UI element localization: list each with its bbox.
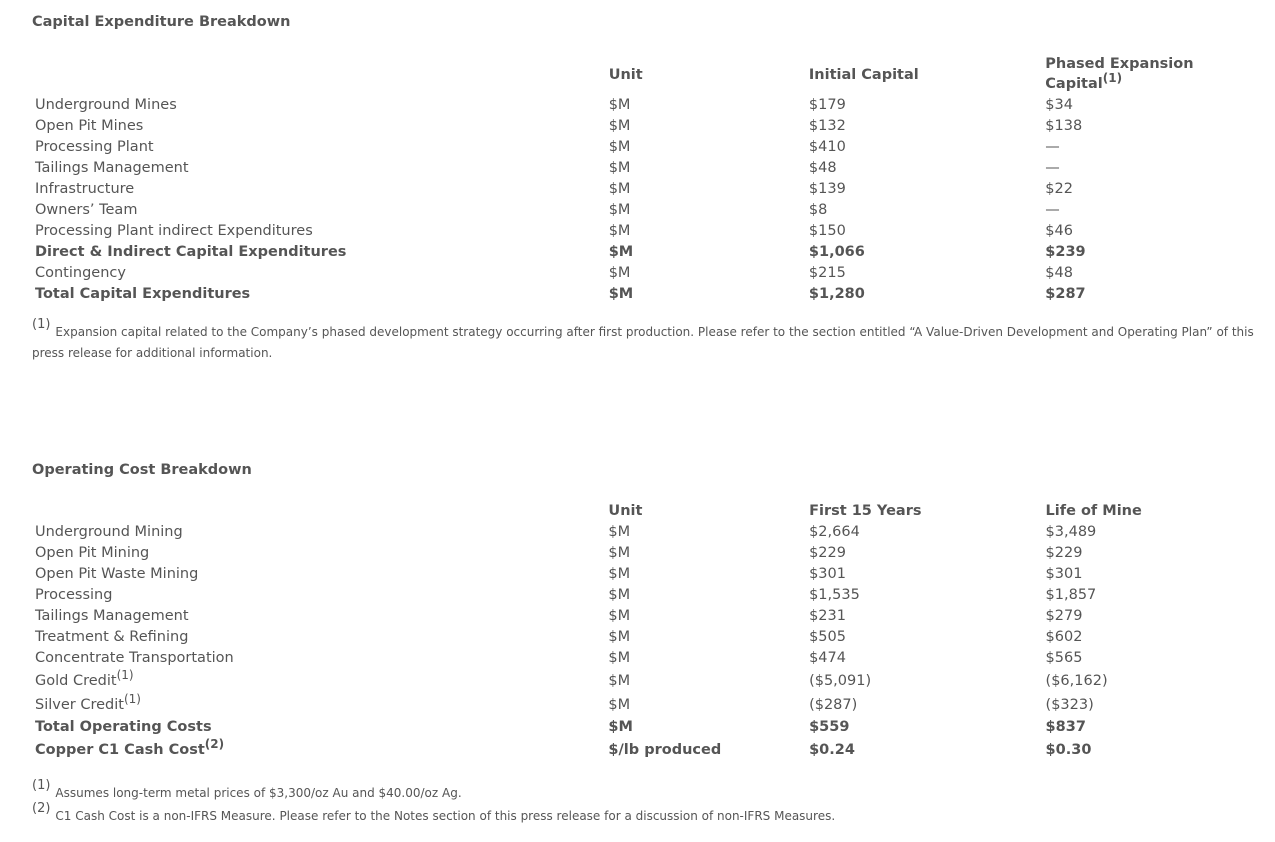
capex-row-initial: $8 — [808, 202, 828, 218]
opex-row-unit: $M — [608, 673, 631, 689]
capex-row-label: Owners’ Team — [35, 202, 138, 218]
capex-row-unit: $M — [608, 286, 634, 302]
capex-row-initial: $410 — [808, 139, 846, 155]
capex-row-expansion: $239 — [1045, 244, 1086, 260]
capex-row-unit: $M — [608, 223, 631, 239]
capex-row — [32, 263, 1275, 284]
opex-row-first15: $2,664 — [809, 524, 860, 540]
opex-row-lom: $0.30 — [1045, 742, 1092, 758]
capex-row — [32, 284, 1275, 305]
opex-row-first15: ($5,091) — [809, 673, 872, 689]
capex-header-label — [32, 54, 606, 95]
opex-row-unit: $M — [608, 650, 631, 666]
opex-row-label: Treatment & Refining — [35, 629, 189, 645]
footnote-mark: (1) — [116, 668, 134, 682]
opex-row — [32, 648, 1275, 669]
capex-row — [32, 137, 1275, 158]
capex-row-label: Processing Plant — [35, 139, 154, 155]
opex-row-first15: ($287) — [809, 697, 858, 713]
opex-row — [32, 543, 1275, 564]
capex-row-initial: $215 — [808, 265, 846, 281]
capex-row-initial: $179 — [808, 97, 846, 113]
capex-title: Capital Expenditure Breakdown — [32, 14, 291, 30]
opex-row-first15: $505 — [809, 629, 846, 645]
capex-row-expansion: $287 — [1045, 286, 1086, 302]
opex-row-label: Tailings Management — [35, 608, 189, 624]
opex-row — [32, 606, 1275, 627]
opex-row — [32, 717, 1275, 738]
opex-footnotes — [32, 778, 1264, 828]
opex-row-lom: $565 — [1045, 650, 1083, 666]
opex-row-lom: $602 — [1045, 629, 1083, 645]
opex-row — [32, 585, 1275, 606]
capex-row-label: Open Pit Mines — [35, 118, 144, 134]
opex-row — [32, 564, 1275, 585]
capex-footnotes — [32, 317, 1264, 364]
opex-row-first15: $229 — [809, 545, 846, 561]
footnote-mark: (1) — [123, 692, 141, 706]
capex-row-expansion: $22 — [1045, 181, 1073, 197]
capex-row-initial: $1,280 — [808, 286, 865, 302]
capex-row-unit: $M — [608, 181, 631, 197]
opex-table — [32, 501, 1275, 762]
opex-row-unit: $/lb produced — [608, 742, 722, 758]
opex-row-label: Open Pit Mining — [35, 545, 150, 561]
capex-row — [32, 95, 1275, 116]
opex-row-first15: $301 — [809, 566, 846, 582]
opex-row-first15: $231 — [809, 608, 846, 624]
capex-header-footnote-mark: (1) — [1102, 71, 1123, 85]
opex-row-lom: ($323) — [1045, 697, 1094, 713]
opex-row-lom: $301 — [1045, 566, 1083, 582]
opex-row-label: Silver Credit$^{(1)}$ — [35, 692, 141, 713]
opex-row-lom: $837 — [1045, 719, 1086, 735]
opex-row-label: Underground Mining — [35, 524, 183, 540]
opex-row-unit: $M — [608, 566, 631, 582]
opex-row-lom: $279 — [1045, 608, 1083, 624]
capex-row-unit: $M — [608, 118, 631, 134]
opex-row-first15: $0.24 — [809, 742, 855, 758]
capex-row-expansion: $34 — [1045, 97, 1073, 113]
opex-row-label: Total Operating Costs — [35, 719, 212, 735]
opex-row-lom: $3,489 — [1045, 524, 1097, 540]
capex-row-initial: $150 — [808, 223, 846, 239]
capex-header-initial: Initial Capital — [808, 67, 919, 83]
capex-row-expansion: $48 — [1045, 265, 1073, 281]
opex-row — [32, 669, 1275, 693]
capex-row-unit: $M — [608, 265, 631, 281]
opex-body — [32, 522, 1275, 762]
capex-row-unit: $M — [608, 160, 631, 176]
opex-row-unit: $M — [608, 545, 631, 561]
opex-row — [32, 522, 1275, 543]
opex-header-unit: Unit — [608, 503, 643, 519]
opex-row-label: Open Pit Waste Mining — [35, 566, 199, 582]
capex-row-expansion: — — [1045, 202, 1060, 218]
capex-row-initial: $1,066 — [808, 244, 865, 260]
opex-row-lom: $229 — [1045, 545, 1083, 561]
capex-body — [32, 95, 1275, 305]
opex-row — [32, 627, 1275, 648]
capex-header-expansion: Phased Expansion Capital$^{(1)}$ — [1045, 56, 1194, 92]
capex-footnote-1: (1) Expansion capital related to the Company’s phased development strategy occurring after first production. Please refer to the section entitled “A Value-Driven Development and Operating Plan” of this press release for additional information. — [32, 317, 1254, 360]
opex-row-lom: ($6,162) — [1045, 673, 1108, 689]
opex-row — [32, 738, 1275, 762]
capex-row-label: Infrastructure — [35, 181, 135, 197]
capex-row-initial: $48 — [808, 160, 837, 176]
opex-row-unit: $M — [608, 719, 633, 735]
capex-row — [32, 179, 1275, 200]
capex-row-label: Total Capital Expenditures — [35, 286, 251, 302]
opex-row — [32, 693, 1275, 717]
opex-row-label: Copper C1 Cash Cost$^{(2)}$ — [35, 737, 225, 758]
opex-footnote-1: (1) Assumes long-term metal prices of $3,300/oz Au and $40.00/oz Ag. — [32, 778, 462, 800]
capex-row-unit: $M — [608, 139, 631, 155]
opex-row-unit: $M — [608, 524, 631, 540]
opex-row-first15: $1,535 — [809, 587, 860, 603]
opex-row-unit: $M — [608, 608, 631, 624]
opex-header-lom: Life of Mine — [1045, 503, 1142, 519]
opex-row-unit: $M — [608, 697, 631, 713]
opex-row-unit: $M — [608, 629, 631, 645]
opex-row-label: Gold Credit$^{(1)}$ — [35, 668, 134, 689]
footnote-mark: (2) — [204, 737, 225, 751]
opex-row-lom: $1,857 — [1045, 587, 1097, 603]
capex-row-expansion: — — [1045, 160, 1060, 176]
opex-row-unit: $M — [608, 587, 631, 603]
capex-row-expansion: $46 — [1045, 223, 1073, 239]
opex-footnote-2: (2) C1 Cash Cost is a non-IFRS Measure. Please refer to the Notes section of this press release for a discussion of non-IFRS Measures. — [32, 801, 836, 823]
opex-row-label: Concentrate Transportation — [35, 650, 234, 666]
opex-header-row — [32, 501, 1275, 522]
capex-header-unit: Unit — [608, 67, 643, 83]
capex-row-expansion: — — [1045, 139, 1060, 155]
capex-row-label: Direct & Indirect Capital Expenditures — [35, 244, 347, 260]
capex-row-label: Underground Mines — [35, 97, 177, 113]
capex-row — [32, 158, 1275, 179]
capex-row — [32, 200, 1275, 221]
capex-row — [32, 242, 1275, 263]
capex-row-unit: $M — [608, 202, 631, 218]
capex-row — [32, 116, 1275, 137]
opex-header-label — [32, 501, 605, 522]
opex-row-first15: $559 — [809, 719, 850, 735]
capex-row-expansion: $138 — [1045, 118, 1083, 134]
capex-row-initial: $139 — [808, 181, 846, 197]
opex-header-first15: First 15 Years — [809, 503, 922, 519]
capex-table — [32, 54, 1275, 305]
capex-row-label: Processing Plant indirect Expenditures — [35, 223, 313, 239]
capex-row-label: Tailings Management — [35, 160, 189, 176]
capex-row-initial: $132 — [808, 118, 846, 134]
opex-row-first15: $474 — [809, 650, 846, 666]
capex-row-unit: $M — [608, 244, 634, 260]
opex-row-label: Processing — [35, 587, 113, 603]
capex-row — [32, 221, 1275, 242]
capex-header-row — [32, 54, 1275, 95]
capex-row-label: Contingency — [35, 265, 126, 281]
capex-row-unit: $M — [608, 97, 631, 113]
opex-title: Operating Cost Breakdown — [32, 462, 252, 478]
